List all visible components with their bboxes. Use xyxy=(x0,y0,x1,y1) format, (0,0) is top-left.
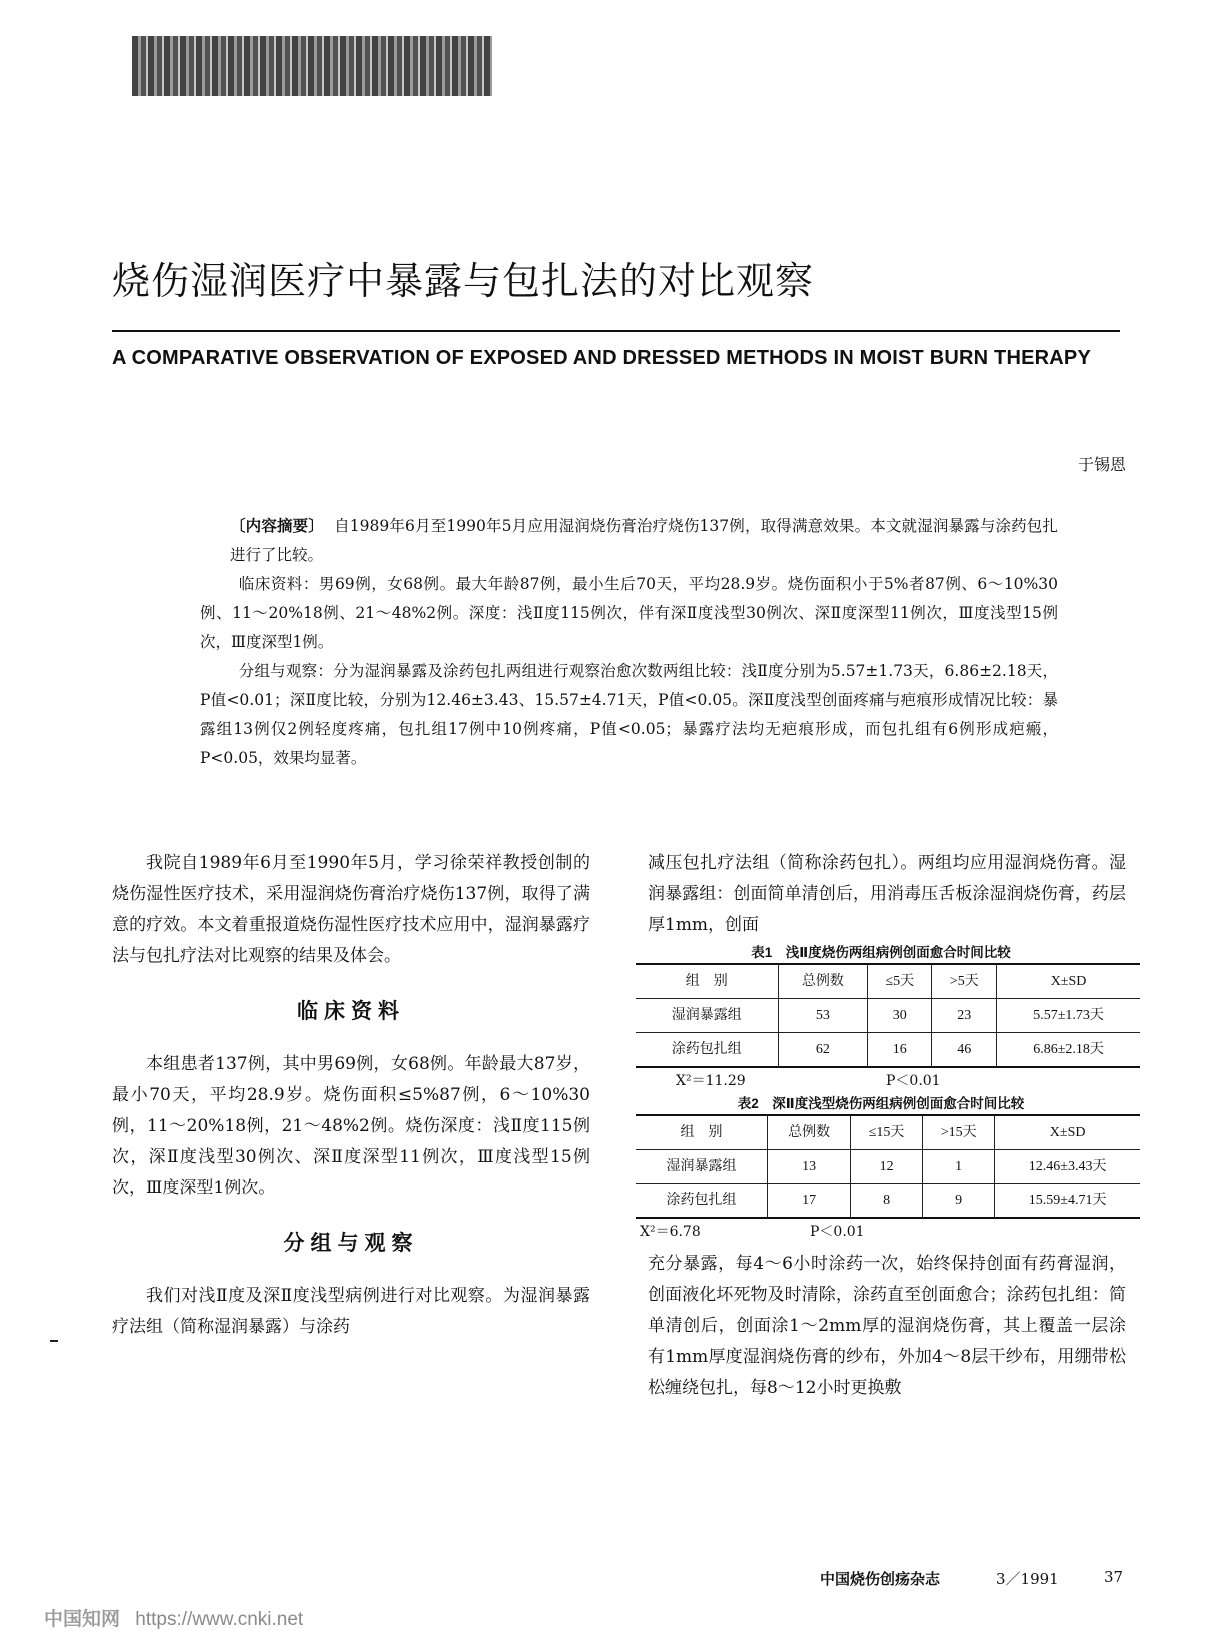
table-cell: 62 xyxy=(778,1033,868,1068)
title-rule xyxy=(112,330,1120,332)
table-cell: 13 xyxy=(768,1150,851,1184)
table-1 xyxy=(636,963,1140,1068)
abstract-paragraph-grouping: 分组与观察：分为湿润暴露及涂药包扎两组进行观察治愈次数两组比较：浅Ⅱ度分别为5.57±1.73天，6.86±2.18天，P值<0.01；深Ⅱ度比较，分别为12.46±3.43、15.57±4.71天，P值<0.05。深Ⅱ度浅型创面疼痛与疤痕形成情况比较：暴露组13例仅2例轻度疼痛，包扎组17例中10例疼痛，P值<0.05；暴露疗法均无疤痕形成，而包扎组有6例形成疤瘢，P<0.05，效果均显著。 xyxy=(200,662,1058,767)
left-column xyxy=(112,848,590,1343)
table-1-block xyxy=(636,943,1126,1094)
table-header-cell: 组 别 xyxy=(636,964,778,999)
table-cell: 17 xyxy=(768,1184,851,1219)
table-cell: 12.46±3.43天 xyxy=(995,1150,1140,1184)
table-1-statistics xyxy=(636,1068,1126,1094)
table-cell: 1 xyxy=(923,1150,995,1184)
right-column xyxy=(640,848,1126,1404)
abstract xyxy=(200,512,1058,773)
table-2-block xyxy=(636,1094,1126,1245)
table-row xyxy=(636,1184,1140,1219)
watermark-url: https://www.cnki.net xyxy=(135,1609,304,1630)
right-paragraph-bottom: 充分暴露，每4～6小时涂药一次，始终保持创面有药膏湿润，创面液化坏死物及时清除，涂药直至创面愈合；涂药包扎组：简单清创后，创面涂1～2mm厚的湿润烧伤膏，其上覆盖一层涂有1mm厚度湿润烧伤膏的纱布，外加4～8层干纱布，用绷带松松缠绕包扎，每8～12小时更换敷 xyxy=(648,1254,1126,1398)
chi-square-value: X²＝6.78 xyxy=(640,1224,701,1240)
table-header-cell: >15天 xyxy=(923,1115,995,1150)
abstract-label: 〔内容摘要〕 xyxy=(230,518,324,535)
clinical-paragraph: 本组患者137例，其中男69例，女68例。年龄最大87岁，最小70天，平均28.9岁。烧伤面积≤5%87例，6～10%30例，11～20%18例，21～48%2例。烧伤深度：浅Ⅱ度115例次，深Ⅱ度浅型30例次、深Ⅱ度深型11例次，Ⅲ度浅型15例次，Ⅲ度深型1例次。 xyxy=(112,1054,590,1198)
table-header-cell: >5天 xyxy=(932,964,997,999)
table-cell: 湿润暴露组 xyxy=(636,999,778,1033)
table-cell: 15.59±4.71天 xyxy=(995,1184,1140,1219)
table-cell: 16 xyxy=(868,1033,932,1068)
table-cell: 23 xyxy=(932,999,997,1033)
table-cell: 6.86±2.18天 xyxy=(997,1033,1140,1068)
grouping-paragraph: 我们对浅Ⅱ度及深Ⅱ度浅型病例进行对比观察。为湿润暴露疗法组（简称湿润暴露）与涂药 xyxy=(112,1286,590,1337)
article-title-english: A COMPARATIVE OBSERVATION OF EXPOSED AND DRESSED METHODS IN MOIST BURN THERAPY xyxy=(112,347,1092,369)
table-cell: 涂药包扎组 xyxy=(636,1033,778,1068)
table-header-cell: X±SD xyxy=(995,1115,1140,1150)
abstract-paragraph-summary xyxy=(230,512,1058,570)
table-cell: 9 xyxy=(923,1184,995,1219)
abstract-paragraph-clinical: 临床资料：男69例，女68例。最大年龄87例，最小生后70天，平均28.9岁。烧伤面积小于5%者87例、6～10%30例、11～20%18例、21～48%2例。深度：浅Ⅱ度115例次，伴有深Ⅱ度浅型30例次、深Ⅱ度深型11例次，Ⅲ度浅型15例次，Ⅲ度深型1例。 xyxy=(200,575,1058,651)
journal-header-stamp xyxy=(132,36,492,96)
right-paragraph-top: 减压包扎疗法组（简称涂药包扎）。两组均应用湿润烧伤膏。湿润暴露组：创面简单清创后，用消毒压舌板涂湿润烧伤膏，药层厚1mm，创面 xyxy=(648,853,1126,935)
table-header-cell: 组 别 xyxy=(636,1115,768,1150)
section-heading-clinical: 临床资料 xyxy=(297,1000,405,1023)
table-header-cell: ≤15天 xyxy=(851,1115,923,1150)
table-1-header-row xyxy=(636,964,1140,999)
table-cell: 5.57±1.73天 xyxy=(997,999,1140,1033)
cnki-watermark xyxy=(44,1604,303,1631)
table-cell: 湿润暴露组 xyxy=(636,1150,768,1184)
table-cell: 8 xyxy=(851,1184,923,1219)
table-2-header-row xyxy=(636,1115,1140,1150)
footer-journal-name: 中国烧伤创疡杂志 xyxy=(820,1571,941,1588)
table-header-cell: 总例数 xyxy=(778,964,868,999)
table-row xyxy=(636,1033,1140,1068)
table-cell: 12 xyxy=(851,1150,923,1184)
table-cell: 46 xyxy=(932,1033,997,1068)
p-value: P＜0.01 xyxy=(810,1224,865,1240)
table-row xyxy=(636,999,1140,1033)
table-1-title: 表1 浅Ⅱ度烧伤两组病例创面愈合时间比较 xyxy=(751,945,1011,960)
table-header-cell: X±SD xyxy=(997,964,1140,999)
section-heading-grouping: 分组与观察 xyxy=(283,1232,419,1255)
table-row xyxy=(636,1150,1140,1184)
table-header-cell: ≤5天 xyxy=(868,964,932,999)
page-number: 37 xyxy=(1104,1568,1124,1586)
footer-issue: 3／1991 xyxy=(996,1570,1059,1588)
intro-paragraph: 我院自1989年6月至1990年5月，学习徐荣祥教授创制的烧伤湿性医疗技术，采用湿润烧伤膏治疗烧伤137例，取得了满意的疗效。本文着重报道烧伤湿性医疗技术应用中，湿润暴露疗法与包扎疗法对比观察的结果及体会。 xyxy=(112,853,590,966)
table-2 xyxy=(636,1114,1140,1219)
article-title-chinese: 烧伤湿润医疗中暴露与包扎法的对比观察 xyxy=(112,259,815,303)
table-header-cell: 总例数 xyxy=(768,1115,851,1150)
table-cell: 53 xyxy=(778,999,868,1033)
chi-square-value: X²＝11.29 xyxy=(676,1073,746,1089)
p-value: P＜0.01 xyxy=(886,1073,941,1089)
table-cell: 30 xyxy=(868,999,932,1033)
abstract-summary-text: 自1989年6月至1990年5月应用湿润烧伤膏治疗烧伤137例，取得满意效果。本文就湿润暴露与涂药包扎进行了比较。 xyxy=(230,517,1058,564)
table-cell: 涂药包扎组 xyxy=(636,1184,768,1219)
table-2-title: 表2 深Ⅱ度浅型烧伤两组病例创面愈合时间比较 xyxy=(737,1096,1025,1111)
watermark-brand: 中国知网 xyxy=(44,1609,121,1630)
table-2-statistics xyxy=(636,1219,1126,1245)
margin-mark xyxy=(50,1340,58,1342)
author-name: 于锡恩 xyxy=(1077,455,1126,474)
